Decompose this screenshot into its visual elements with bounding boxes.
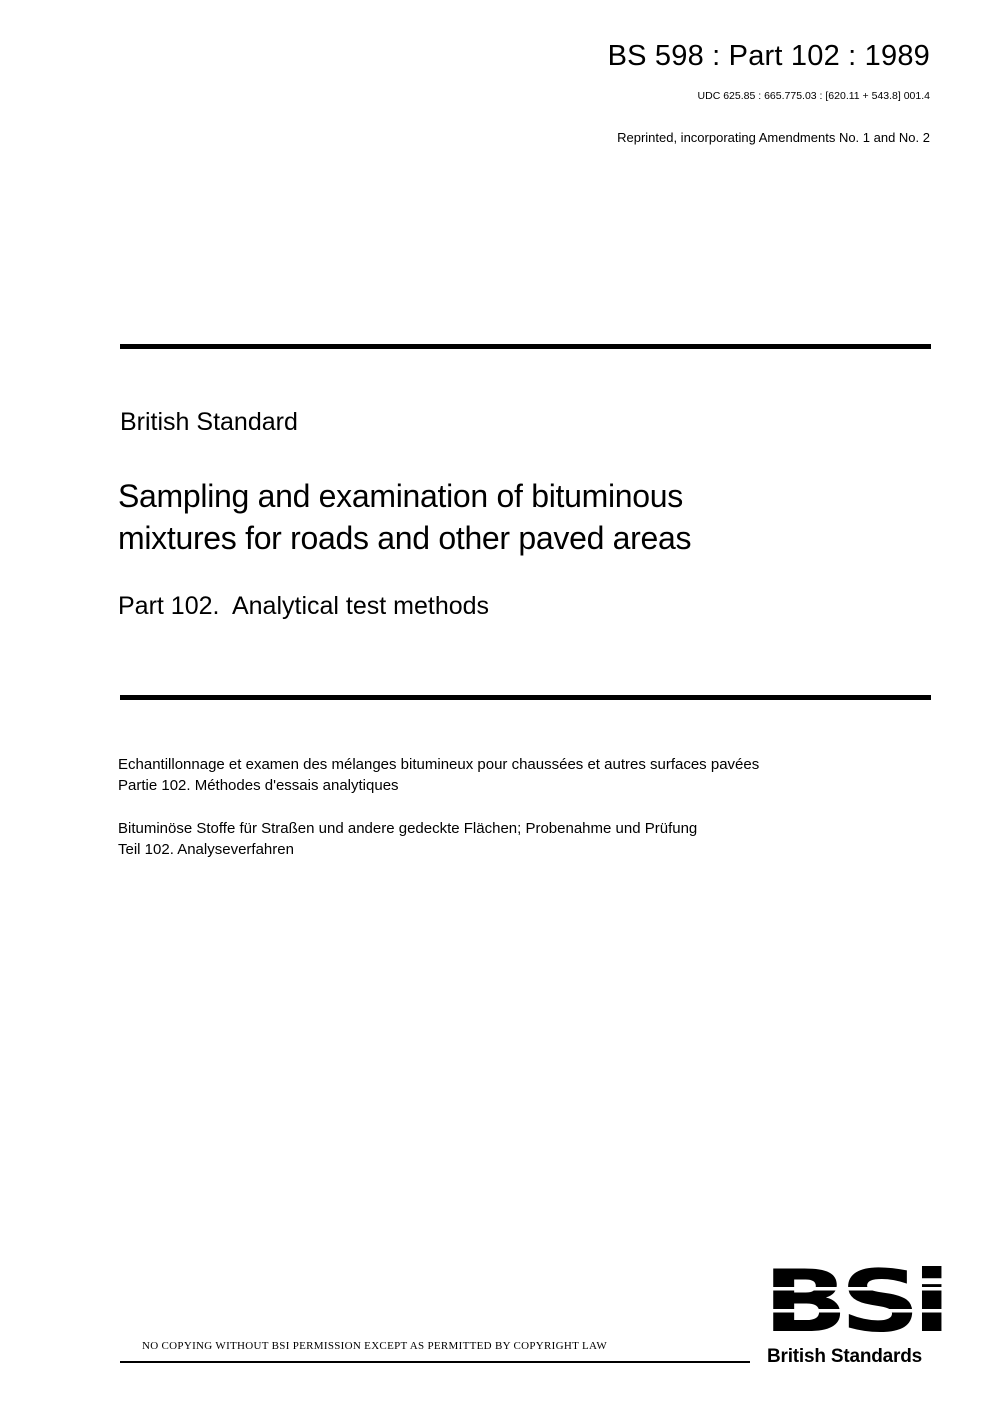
french-title: Echantillonnage et examen des mélanges bitumineux pour chaussées et autres surfaces pavées bbox=[118, 756, 760, 773]
document-title bbox=[118, 475, 938, 559]
copyright-underline bbox=[120, 1361, 750, 1363]
reprint-note: Reprinted, incorporating Amendments No. 1 and No. 2 bbox=[617, 130, 930, 145]
title-line-2: mixtures for roads and other paved areas bbox=[118, 520, 692, 556]
standard-number: BS 598 : Part 102 : 1989 bbox=[607, 40, 930, 72]
french-part: Partie 102. Méthodes d'essais analytiques bbox=[118, 777, 399, 794]
part-title: Part 102. Analytical test methods bbox=[118, 592, 490, 620]
german-title: Bituminöse Stoffe für Straßen und andere gedeckte Flächen; Probenahme und Prüfung bbox=[118, 820, 698, 837]
document-kind: British Standard bbox=[120, 408, 298, 436]
brand-name: British Standards bbox=[767, 1346, 922, 1367]
french-translation bbox=[118, 754, 759, 796]
copyright-notice: NO COPYING WITHOUT BSI PERMISSION EXCEPT AS PERMITTED BY COPYRIGHT LAW bbox=[142, 1340, 608, 1352]
german-part: Teil 102. Analyseverfahren bbox=[118, 841, 294, 858]
title-line-1: Sampling and examination of bituminous bbox=[118, 478, 683, 514]
german-translation bbox=[118, 818, 697, 860]
udc-classification: UDC 625.85 : 665.775.03 : [620.11 + 543.8] 001.4 bbox=[697, 90, 930, 102]
bsi-logo bbox=[765, 1265, 945, 1333]
middle-divider bbox=[120, 695, 931, 700]
top-divider bbox=[120, 344, 931, 349]
